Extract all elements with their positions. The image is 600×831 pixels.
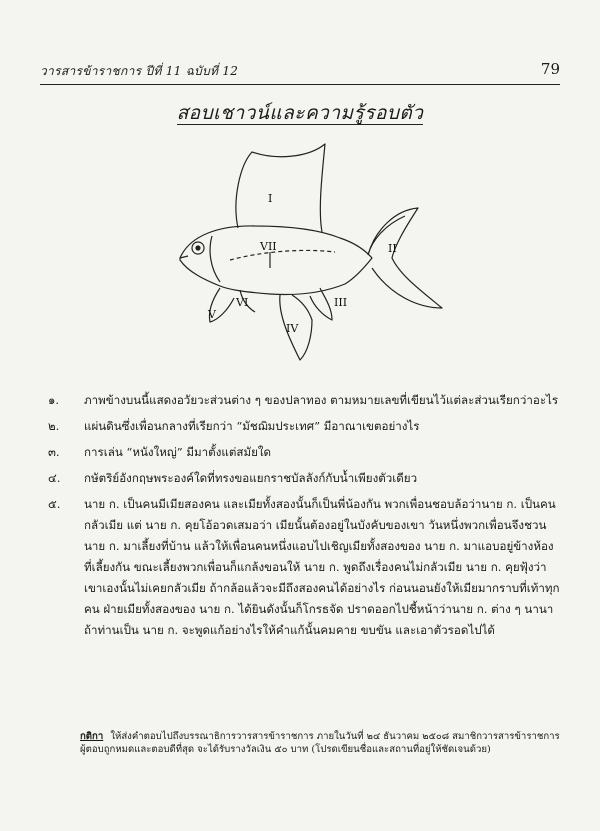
header-rule (40, 84, 560, 85)
question-item (46, 416, 560, 437)
page-number: 79 (540, 60, 560, 78)
question-item (46, 390, 560, 411)
question-list (46, 390, 560, 646)
question-number: ๑. (48, 393, 60, 407)
gill-cover (210, 236, 220, 282)
question-item (46, 494, 560, 641)
rules-footnote (80, 730, 560, 756)
label-V: V (208, 308, 216, 321)
footnote-text: ให้ส่งคำตอบไปถึงบรรณาธิการวารสารข้าราชการ ภายในวันที่ ๒๔ ธันวาคม ๒๕๐๘ สมาชิกวารสารข้าราชการผู้ตอบถูกหมดและตอบดีที่สุด จะได้รับรางวัลเงิน ๕๐ บาท (โปรดเขียนชื่อและสถานที่อยู่ให้ชัดเจนด้วย) (80, 731, 560, 755)
lateral-line (230, 250, 335, 260)
footnote-lead: กติกา (80, 731, 104, 742)
label-VI: VI (236, 296, 249, 309)
dorsal-fin (236, 144, 325, 232)
question-number: ๔. (48, 471, 61, 485)
label-IV: IV (286, 322, 299, 335)
tail-fin (368, 208, 442, 308)
page-title-text: สอบเชาวน์และความรู้รอบตัว (176, 102, 424, 124)
question-number: ๒. (48, 419, 60, 433)
page-title (0, 98, 600, 128)
goldfish-diagram (150, 140, 450, 380)
question-item (46, 442, 560, 463)
journal-issue: วารสารข้าราชการ ปีที่ 11 ฉบับที่ 12 (40, 64, 239, 78)
question-text: การเล่น “หนังใหญ่” มีมาตั้งแต่สมัยใด (84, 445, 272, 459)
fish-body (180, 226, 372, 295)
question-text: แผ่นดินซึ่งเพื่อนกลางที่เรียกว่า “มัชฌิมประเทศ” มีอาณาเขตอย่างไร (84, 419, 420, 433)
question-text: นาย ก. เป็นคนมีเมียสองคน และเมียทั้งสองนั้นก็เป็นพี่น้องกัน พวกเพื่อนชอบล้อว่านาย ก. เป็นคนกลัวเมีย แต่ นาย ก. คุยโอ้อวดเสมอว่า เมียนั้นต้องอยู่ในบังคับของเขา วันหนึ่งพวกเพื่อนจึงชวนนาย ก. มาเลี้ยงที่บ้าน แล้วให้เพื่อนคนหนึ่งแอบไปเชิญเมียทั้งสองของ นาย ก. มาแอบอยู่ข้างห้องที่เลี้ยงกัน ขณะเลี้ยงพวกเพื่อนก็แกล้งขอนให้ นาย ก. พูดถึงเรื่องคนไม่กลัวเมีย นาย ก. คุยฟุ้งว่า เขาเองนั้นไม่เคยกลัวเมีย ถ้ากล้อแล้วจะมีถึงสองคนได้อย่างไร ก่อนนอนยังให้เมียมากราบที่เท้าทุกคน ฝ่ายเมียทั้งสองของ นาย ก. ได้ยินดังนั้นก็โกรธจัด ปราดออกไปชี้หน้าว่านาย ก. ต่าง ๆ นานา ถ้าท่านเป็น นาย ก. จะพูดแก้อย่างไรให้คำแก้นั้นคมคาย ขบขัน และเอาตัวรอดไปได้ (84, 497, 560, 637)
question-text: กษัตริย์อังกฤษพระองค์ใดที่ทรงขอแยกราชบัลลังก์กับน้ำเพียงตัวเดียว (84, 471, 418, 485)
label-II: II (388, 242, 397, 255)
question-item (46, 468, 560, 489)
goldfish-illustration (150, 140, 450, 380)
question-text: ภาพข้างบนนี้แสดงอวัยวะส่วนต่าง ๆ ของปลาทอง ตามหมายเลขที่เขียนไว้แต่ละส่วนเรียกว่าอะไร (84, 393, 559, 407)
question-number: ๕. (48, 497, 61, 511)
label-VII: VII (260, 240, 277, 253)
label-I: I (268, 192, 273, 205)
question-number: ๓. (48, 445, 60, 459)
label-III: III (334, 296, 348, 309)
running-header (40, 60, 560, 82)
